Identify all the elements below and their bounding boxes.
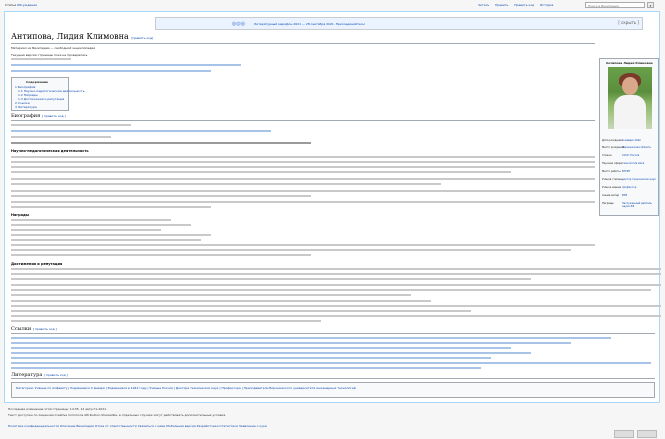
text-line [11, 178, 595, 180]
toc-item[interactable]: 2 Ссылки [15, 101, 30, 105]
review-notice: Текущая версия страницы пока не проверялась [11, 53, 88, 57]
site-notice-banner [155, 17, 643, 30]
text-line [11, 229, 161, 231]
section-edit-link[interactable]: [ править код ] [43, 373, 68, 377]
text-line [11, 183, 441, 185]
wikimedia-badge-icon[interactable] [614, 430, 634, 438]
search-input[interactable]: Поиск в Википедии [585, 2, 645, 8]
section-heading-links [11, 326, 57, 332]
toc-item[interactable]: 1.3 Достижения и репутация [18, 97, 65, 101]
section-heading-text: Биография [11, 113, 41, 119]
subsection-heading-achievements: Достижения и репутация [11, 262, 63, 266]
text-line [11, 201, 595, 203]
text-line [11, 70, 211, 72]
article-content [4, 11, 660, 403]
section-edit-link[interactable]: [ править код ] [41, 114, 66, 118]
reference-line [11, 367, 481, 369]
footer-license: Текст доступен по лицензии Creative Commons Attribution-ShareAlike; в отдельных случаях могут действовать дополнительные условия. [8, 413, 227, 417]
footer-links[interactable]: Политика конфиденциальности Описание Википедии Отказ от ответственности Связаться с нами Мобильная версия Разработчики Статистика Заявление о куки [8, 424, 267, 428]
text-line [11, 206, 211, 208]
reference-line [11, 352, 531, 354]
section-divider [11, 378, 655, 379]
tab-history[interactable]: История [540, 3, 554, 7]
section-divider [11, 333, 655, 334]
subsection-heading-awards: Награды [11, 213, 29, 217]
search-icon[interactable]: ⌕ [647, 2, 654, 8]
text-line [11, 289, 651, 291]
section-heading-text: Ссылки [11, 326, 32, 332]
tab-talk[interactable]: Обсуждение [16, 3, 37, 7]
text-line [11, 254, 311, 256]
subsection-heading: Научно-педагогическая деятельность [11, 149, 89, 153]
title-edit-link[interactable]: [править код] [131, 36, 154, 40]
text-line [11, 273, 661, 275]
text-line [11, 294, 411, 296]
tab-edit-source[interactable]: Править код [514, 3, 535, 7]
reference-line [11, 337, 611, 339]
section-heading-text: Литература [11, 372, 43, 378]
text-line [11, 130, 271, 132]
section-divider [11, 120, 595, 121]
toc-item[interactable]: 1.2 Награды [18, 93, 38, 97]
text-line [11, 64, 241, 66]
toc-item[interactable]: 3 Литература [15, 105, 37, 109]
footer-badges [612, 430, 657, 438]
footer-last-modified: Последнее изменение этой страницы: 14:35, 12 августа 2021. [8, 407, 107, 411]
infobox: Антипова Лидия Климовна Дата рождения 4 января 1942 Место рождения Воронежская область Страна СССР, Россия Научная сфера технология мяса Место работы ВГУИТ Учёная степень доктор технических наук Учёное звание профессор Альма-матер ВТИ Награды Заслуженный деятель науки РФ [599, 58, 659, 216]
subtitle: Материал из Википедии — свободной энциклопедии [11, 46, 96, 50]
namespace-tabs [5, 3, 37, 7]
text-line [11, 195, 311, 197]
text-line [11, 305, 661, 307]
text-line [11, 315, 661, 317]
toc-title: Содержание [26, 80, 49, 84]
text-line [11, 284, 661, 286]
category-links[interactable]: Категории: Учёные по алфавиту | Родившиеся 4 января | Родившиеся в 1942 году | Учёные России | Доктора технических наук | Профессора | Преподаватели Воронежского университета инженерных технологий [11, 382, 655, 398]
text-line [11, 234, 211, 236]
text-line [11, 320, 321, 322]
section-edit-link[interactable]: [ править код ] [32, 327, 57, 331]
text-line [11, 58, 71, 60]
section-heading-biography [11, 113, 66, 119]
text-line [11, 166, 595, 168]
text-line [11, 310, 471, 312]
tab-article[interactable]: Статья [5, 3, 17, 7]
text-line [11, 278, 531, 280]
toc-item[interactable]: 1.1 Научно-педагогическая деятельность [18, 89, 85, 93]
toc-item[interactable]: 1 Биография [15, 85, 36, 89]
page-title [11, 32, 153, 41]
tab-edit[interactable]: Править [495, 3, 509, 7]
reference-line [11, 362, 651, 364]
view-tabs [478, 3, 558, 7]
text-line [11, 156, 595, 158]
text-line [11, 124, 131, 126]
text-line [11, 219, 171, 221]
tab-read[interactable]: Читать [478, 3, 490, 7]
text-line [11, 171, 511, 173]
banner-text[interactable]: Литературный марафон 2021 — 28 сентября 2021. Присоединяйтесь! [254, 22, 366, 26]
text-line [11, 244, 595, 246]
text-line [11, 300, 431, 302]
mediawiki-badge-icon[interactable] [637, 430, 657, 438]
text-line [11, 224, 191, 226]
reference-line [11, 347, 511, 349]
title-divider [11, 43, 595, 44]
text-line [11, 190, 595, 192]
text-line [11, 249, 571, 251]
text-line [11, 142, 311, 144]
portrait-photo[interactable] [608, 67, 652, 129]
wiki-loves-logo-icon: ◎◎◎ [232, 21, 246, 27]
banner-close-button[interactable]: [ скрыть ] [618, 20, 639, 25]
page-title-text: Антипова, Лидия Климовна [11, 32, 129, 41]
text-line [11, 161, 595, 163]
reference-line [11, 342, 571, 344]
infobox-title: Антипова Лидия Климовна [606, 61, 653, 65]
table-of-contents [11, 77, 85, 111]
text-line [11, 239, 201, 241]
reference-line [11, 357, 491, 359]
text-line [11, 136, 111, 138]
text-line [11, 268, 661, 270]
top-navigation-bar [0, 0, 665, 10]
